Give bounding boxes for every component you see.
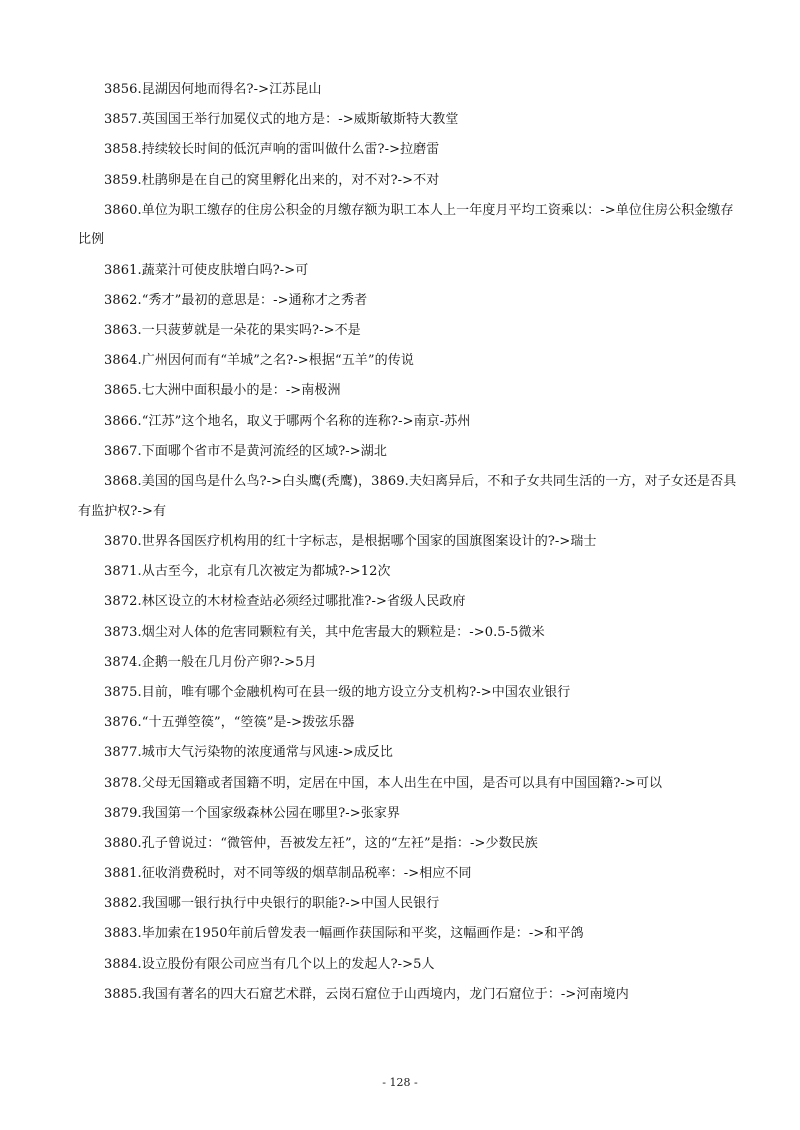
qa-entry: 3870.世界各国医疗机构用的红十字标志，是根据哪个国家的国旗图案设计的?->瑞士 <box>104 534 597 550</box>
qa-entry: 3880.孔子曾说过：“微管仲，吾被发左衽”，这的“左衽”是指：->少数民族 <box>104 835 538 851</box>
qa-entry: 3876.“十五弹箜篌”，“箜篌”是->拨弦乐器 <box>104 715 355 731</box>
page-number: - 128 - <box>382 1076 418 1089</box>
qa-entry: 3882.我国哪一银行执行中央银行的职能?->中国人民银行 <box>104 896 440 912</box>
qa-entry: 3884.设立股份有限公司应当有几个以上的发起人?->5人 <box>104 956 435 972</box>
qa-entry: 3864.广州因何而有“羊城”之名?->根据“五羊”的传说 <box>104 353 414 369</box>
qa-entry: 3862.“秀才”最初的意思是：->通称才之秀者 <box>104 292 368 308</box>
qa-entry: 3875.目前，唯有哪个金融机构可在县一级的地方设立分支机构?->中国农业银行 <box>104 684 571 700</box>
qa-list <box>78 82 738 1017</box>
qa-entry: 3885.我国有著名的四大石窟艺术群，云岗石窟位于山西境内，龙门石窟位于：->河南境内 <box>104 986 629 1002</box>
qa-entry: 3879.我国第一个国家级森林公园在哪里?->张家界 <box>104 805 401 821</box>
qa-entry: 3867.下面哪个省市不是黄河流经的区域?->湖北 <box>104 443 387 459</box>
qa-entry: 3866.“江苏”这个地名，取义于哪两个名称的连称?->南京-苏州 <box>104 413 471 429</box>
qa-entry: 3861.蔬菜汁可使皮肤增白吗?->可 <box>104 262 309 278</box>
qa-entry: 3878.父母无国籍或者国籍不明，定居在中国，本人出生在中国，是否可以具有中国国籍?->可以 <box>104 775 663 791</box>
qa-entry: 3872.林区设立的木材检查站必须经过哪批准?->省级人民政府 <box>104 594 466 610</box>
qa-entry: 3868.美国的国鸟是什么鸟?->白头鹰(秃鹰)，3869.夫妇离异后，不和子女共同生活的一方，对子女还是否具有监护权?->有 <box>78 474 737 519</box>
qa-entry: 3865.七大洲中面积最小的是：->南极洲 <box>104 383 341 399</box>
qa-entry: 3874.企鹅一般在几月份产卵?->5月 <box>104 654 317 670</box>
qa-entry: 3883.毕加索在1950年前后曾发表一幅画作获国际和平奖，这幅画作是：->和平鸽 <box>104 926 584 942</box>
qa-entry: 3881.征收消费税时，对不同等级的烟草制品税率：->相应不同 <box>104 866 472 882</box>
qa-entry: 3858.持续较长时间的低沉声响的雷叫做什么雷?->拉磨雷 <box>104 142 440 158</box>
qa-entry: 3860.单位为职工缴存的住房公积金的月缴存额为职工本人上一年度月平均工资乘以：->单位住房公积金缴存比例 <box>78 202 734 248</box>
qa-entry: 3871.从古至今，北京有几次被定为都城?->12次 <box>104 564 391 580</box>
qa-entry: 3863.一只菠萝就是一朵花的果实吗?->不是 <box>104 323 361 339</box>
qa-entry: 3859.杜鹃卵是在自己的窝里孵化出来的，对不对?->不对 <box>104 172 440 188</box>
qa-entry: 3873.烟尘对人体的危害同颗粒有关，其中危害最大的颗粒是：->0.5-5微米 <box>104 624 545 640</box>
qa-entry: 3877.城市大气污染物的浓度通常与风速->成反比 <box>104 745 394 761</box>
qa-entry: 3856.昆湖因何地而得名?->江苏昆山 <box>104 82 322 97</box>
qa-entry: 3857.英国国王举行加冕仪式的地方是：->威斯敏斯特大教堂 <box>104 112 459 128</box>
